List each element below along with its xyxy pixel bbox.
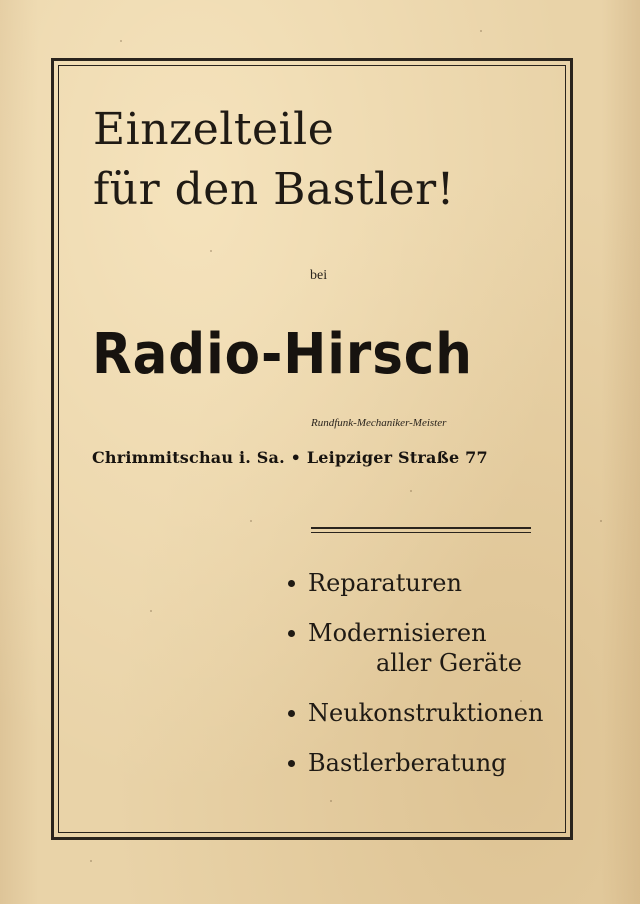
brand-name: Radio-Hirsch: [92, 322, 473, 387]
service-item: [288, 748, 543, 778]
headline-line-2: für den Bastler!: [93, 164, 455, 215]
paper-speck: [120, 40, 122, 42]
paper-speck: [90, 860, 92, 862]
bullet-icon: [288, 760, 295, 767]
bullet-icon: [288, 580, 295, 587]
service-label-continuation: aller Geräte: [376, 649, 522, 677]
services-list: [288, 568, 543, 778]
bullet-icon: [288, 630, 295, 637]
connector-text: bei: [310, 268, 328, 283]
brand-subtitle: Rundfunk-Mechaniker-Meister: [311, 417, 447, 429]
divider-rule-top: [311, 527, 531, 529]
service-label: Reparaturen: [308, 569, 462, 597]
divider-rule-bottom: [311, 532, 531, 533]
service-item: [288, 698, 543, 728]
headline-line-1: Einzelteile: [93, 104, 335, 155]
address-line: Chrimmitschau i. Sa. • Leipziger Straße 77: [92, 448, 488, 467]
paper-speck: [600, 520, 602, 522]
service-item: [288, 568, 543, 598]
service-label: Modernisieren: [308, 619, 487, 647]
service-item: [288, 618, 543, 678]
paper-speck: [480, 30, 482, 32]
headline: [93, 100, 455, 220]
service-label: Neukonstruktionen: [308, 699, 544, 727]
bullet-icon: [288, 710, 295, 717]
service-label: Bastlerberatung: [308, 749, 507, 777]
